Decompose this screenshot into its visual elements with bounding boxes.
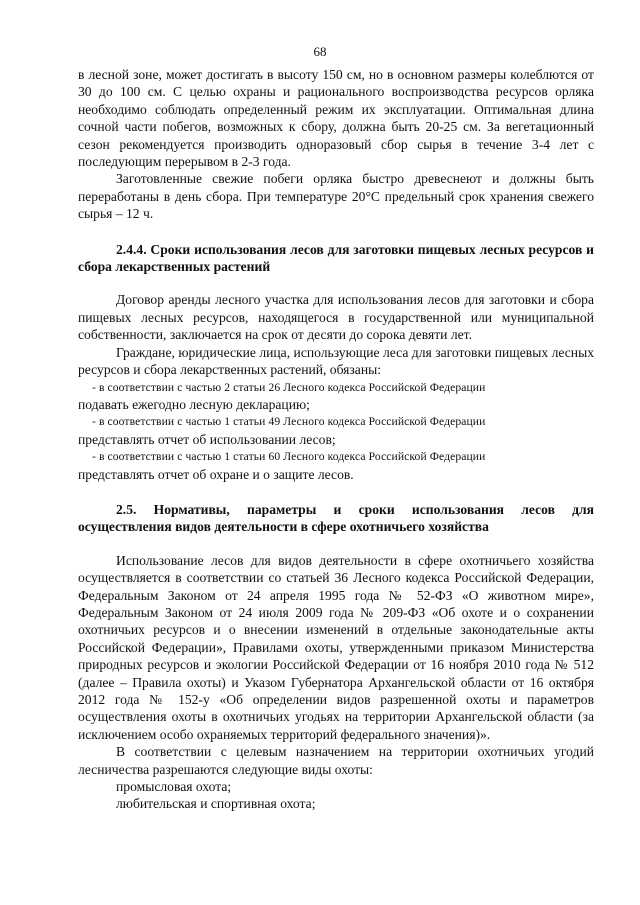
document-body <box>78 66 594 813</box>
paragraph: в лесной зоне, может достигать в высоту 150 см, но в основном размеры колеблются от 30 до 100 см. С целью охраны и рационального воспроизводства ресурсов орляка необходимо соблюдать определенный режим их эксплуатации. Оптимальная длина сочной части побегов, возможных к сбору, должна быть 20-25 см. За вегетационный сезон рекомендуется производить одноразовый сбор сырья в течение 3-4 лет с последующим перерывом в 2-3 года. <box>78 67 594 170</box>
list-item: промысловая охота; <box>116 779 232 795</box>
paragraph: Граждане, юридические лица, использующие леса для заготовки пищевых лесных ресурсов и сбора лекарственных растений, обязаны: <box>78 344 594 378</box>
list-item: любительская и спортивная охота; <box>116 796 316 812</box>
list-item-continuation: подавать ежегодно лесную декларацию; <box>78 396 310 412</box>
section-heading: 2.4.4. Сроки использования лесов для заготовки пищевых лесных ресурсов и сбора лекарственных растений <box>78 241 594 275</box>
list-item: - в соответствии с частью 1 статьи 60 Лесного кодекса Российской Федерации <box>92 450 486 464</box>
list-item: - в соответствии с частью 1 статьи 49 Лесного кодекса Российской Федерации <box>92 415 486 429</box>
section-heading: 2.5. Нормативы, параметры и сроки использования лесов для осуществления видов деятельности в сфере охотничьего хозяйства <box>78 501 594 535</box>
paragraph: Договор аренды лесного участка для использования лесов для заготовки и сбора пищевых лесных ресурсов, находящегося в государственной или муниципальной собственности, заключается на срок от десяти до сорока девяти лет. <box>78 292 594 343</box>
paragraph: Заготовленные свежие побеги орляка быстро древеснеют и должны быть переработаны в день сбора. При температуре 20°С предельный срок хранения свежего сырья – 12 ч. <box>78 171 594 222</box>
page-number: 68 <box>313 44 327 59</box>
paragraph: Использование лесов для видов деятельности в сфере охотничьего хозяйства осуществляется в соответствии со статьей 36 Лесного кодекса Российской Федерации, Федеральным Законом от 24 апреля 1995 года № 52-ФЗ «О животном мире», Федеральным Законом от 24 июля 2009 года № 209-ФЗ «Об охоте и о сохранении охотничьих ресурсов и о внесении изменений в отдельные законодательные акты Российской Федерации», Правилами охоты, утвержденными приказом Министерства природных ресурсов и экологии Российской Федерации от 16 ноября 2010 года № 512 (далее – Правила охоты) и Указом Губернатора Архангельской области от 16 октября 2012 года № 152-у «Об определении видов разрешенной охоты и параметров осуществления охоты в охотничьих угодьях на территории Архангельской области (за исключением особо охраняемых территорий федерального значения)». <box>78 552 594 742</box>
list-item: - в соответствии с частью 2 статьи 26 Лесного кодекса Российской Федерации <box>92 380 486 394</box>
list-item-continuation: представлять отчет об использовании лесов; <box>78 431 336 447</box>
list-item-continuation: представлять отчет об охране и о защите лесов. <box>78 466 354 482</box>
paragraph: В соответствии с целевым назначением на территории охотничьих угодий лесничества разрешаются следующие виды охоты: <box>78 744 594 777</box>
